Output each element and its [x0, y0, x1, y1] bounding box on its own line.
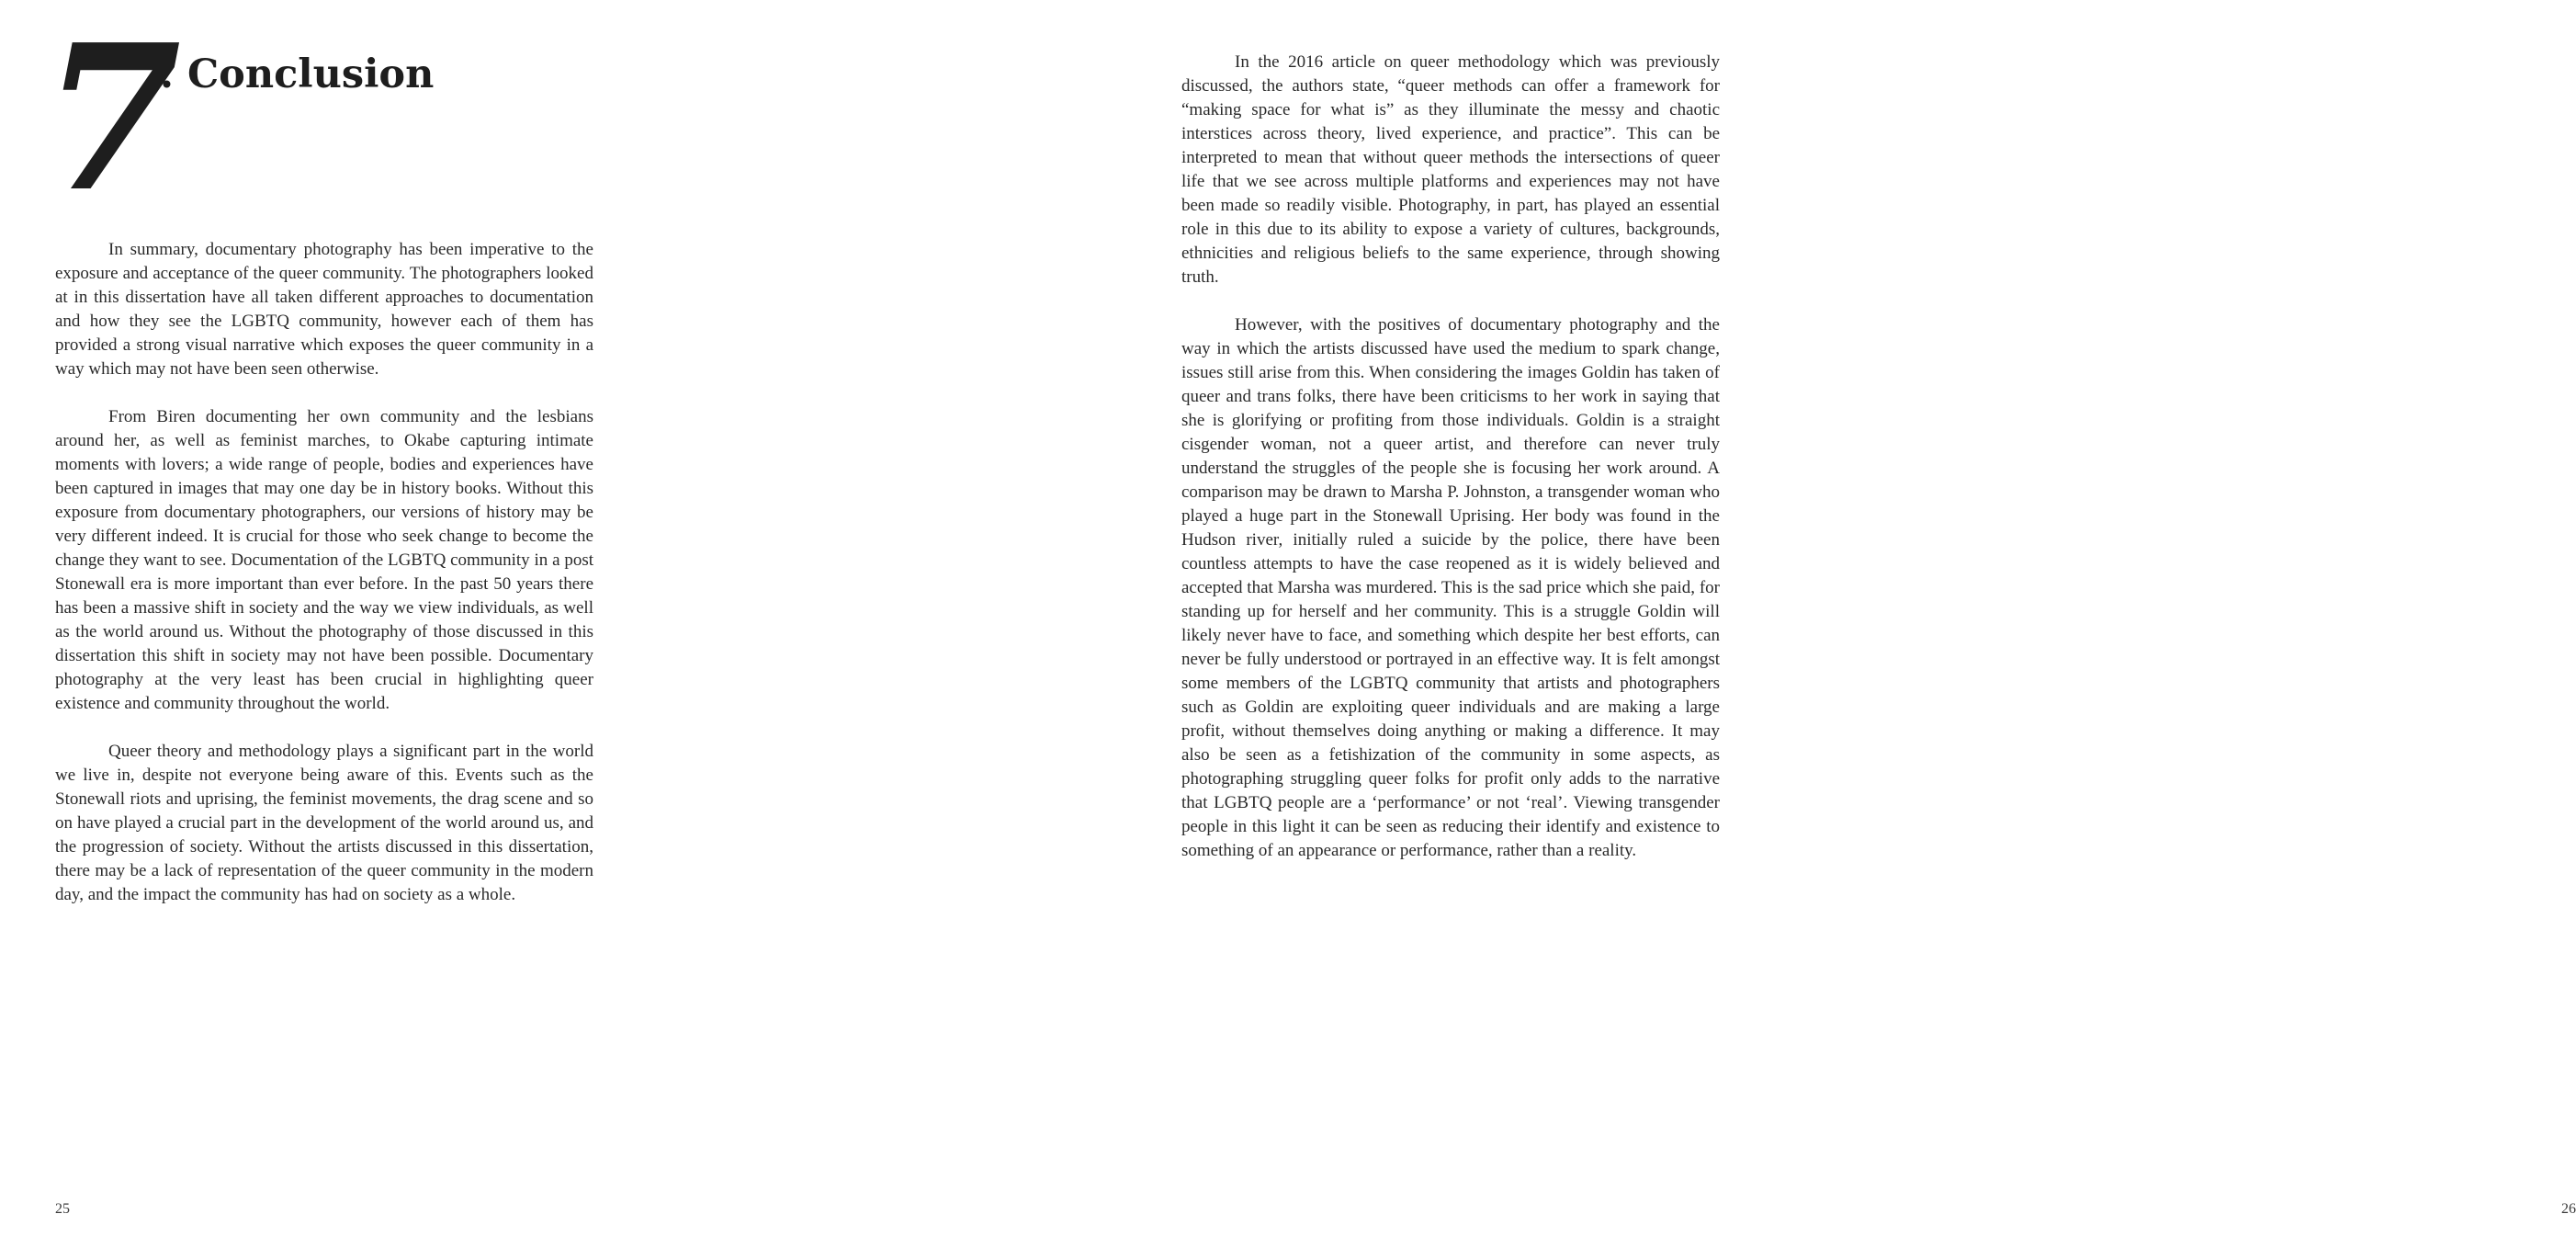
chapter-title: . Conclusion	[160, 51, 435, 97]
left-text-column	[55, 238, 593, 931]
paragraph: In summary, documentary photography has been imperative to the exposure and acceptance of the queer community. The photographers looked at in this dissertation have all taken different approaches to documentation and how they see the LGBTQ community, however each of them has provided a strong visual narrative which exposes the queer community in a way which may not have been seen otherwise.	[55, 240, 593, 379]
page-number-right: 26	[2561, 1201, 2576, 1217]
left-page	[0, 0, 882, 1248]
right-text-column	[1181, 51, 1720, 887]
paragraph: In the 2016 article on queer methodology which was previously discussed, the authors state, “queer methods can offer a framework for “making space for what is” as they illuminate the messy and chaotic interstices across theory, lived experience, and practice”. This can be interpreted to mean that without queer methods the intersections of queer life that we see across multiple platforms and experiences may not have been made so readily visible. Photography, in part, has played an essential role in this due to its ability to expose a variety of cultures, backgrounds, ethnicities and religious beliefs to the same experience, through showing truth.	[1181, 52, 1720, 287]
paragraph: Queer theory and methodology plays a significant part in the world we live in, despite not everyone being aware of this. Events such as the Stonewall riots and uprising, the feminist movements, the drag scene and so on have played a crucial part in the development of the world around us, and the progression of society. Without the artists discussed in this dissertation, there may be a lack of representation of the queer community in the modern day, and the impact the community has had on society as a whole.	[55, 742, 593, 904]
paragraph: However, with the positives of documentary photography and the way in which the artists discussed have used the medium to spark change, issues still arise from this. When considering the images Goldin has taken of queer and trans folks, there have been criticisms to her work in saying that she is glorifying or profiting from those individuals. Goldin is a straight cisgender woman, not a queer artist, and therefore can never truly understand the struggles of the people she is focusing her work around. A comparison may be drawn to Marsha P. Johnston, a transgender woman who played a huge part in the Stonewall Uprising. Her body was found in the Hudson river, initially ruled a suicide by the police, there have been countless attempts to have the case reopened as it is widely believed and accepted that Marsha was murdered. This is the sad price which she paid, for standing up for herself and her community. This is a struggle Goldin will likely never have to face, and something which despite her best efforts, can never be fully understood or portrayed in an effective way. It is felt amongst some members of the LGBTQ community that artists and photographers such as Goldin are exploiting queer individuals and are making a large profit, without themselves doing anything or making a difference. It may also be seen as a fetishization of the community in some aspects, as photographing struggling queer folks for profit only adds to the narrative that LGBTQ people are a ‘performance’ or not ‘real’. Viewing transgender people in this light it can be seen as reducing their identify and existence to something of an appearance or performance, rather than a reality.	[1181, 315, 1720, 860]
chapter-heading	[42, 1, 685, 236]
page-number-left: 25	[55, 1201, 70, 1217]
chapter-number: 7	[42, 1, 178, 236]
paragraph: From Biren documenting her own community and the lesbians around her, as well as feminist marches, to Okabe capturing intimate moments with lovers; a wide range of people, bodies and experiences have been captured in images that may one day be in history books. Without this exposure from documentary photographers, our versions of history may be very different indeed. It is crucial for those who seek change to become the change they want to see. Documentation of the LGBTQ community in a post Stonewall era is more important than ever before. In the past 50 years there has been a massive shift in society and the way we view individuals, as well as the world around us. Without the photography of those discussed in this dissertation this shift in society may not have been possible. Documentary photography at the very least has been crucial in highlighting queer existence and community throughout the world.	[55, 407, 593, 713]
